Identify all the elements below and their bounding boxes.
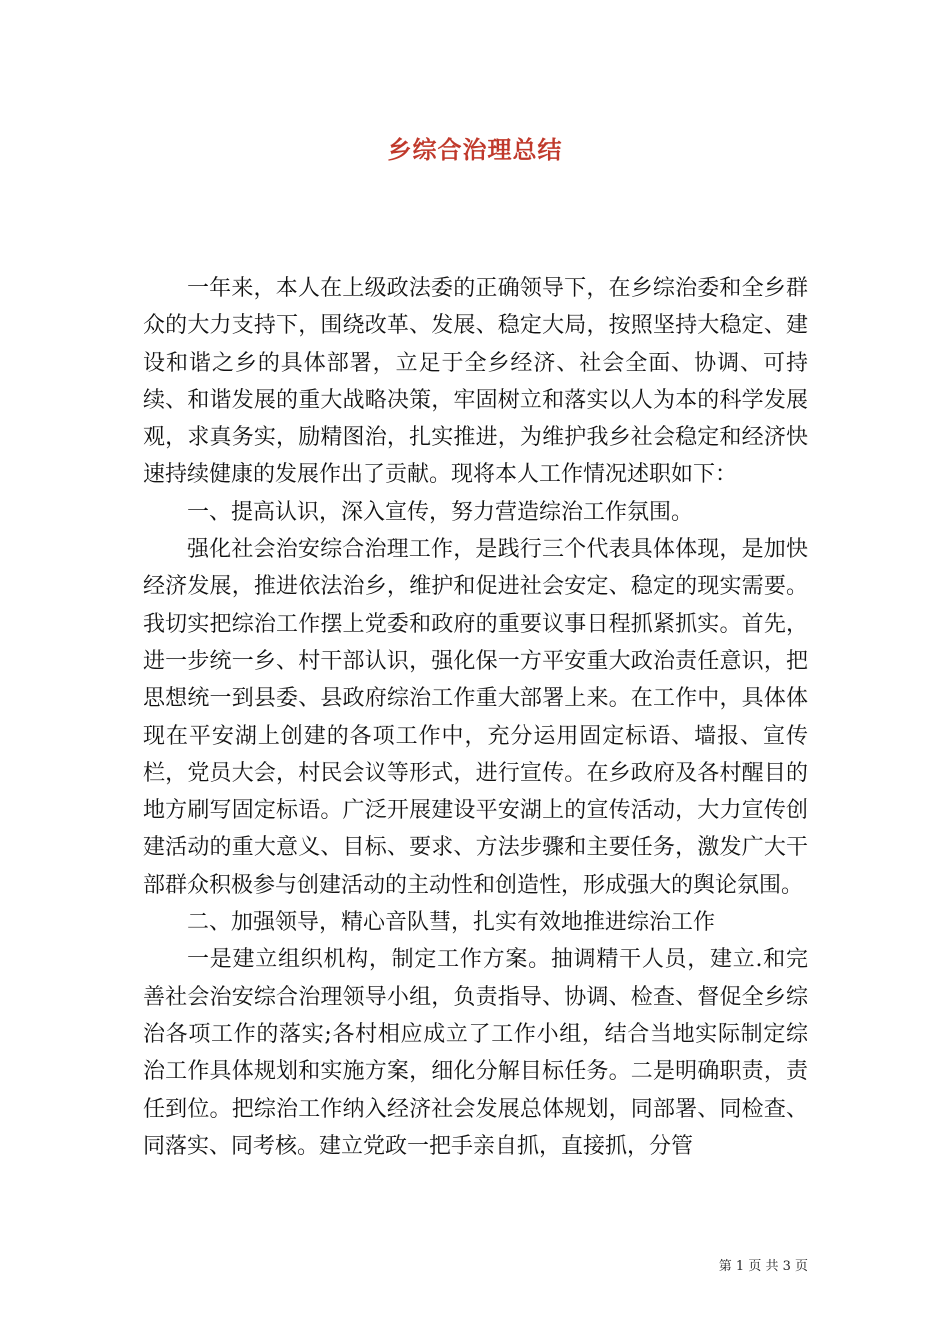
section-heading-2: 二、加强领导，精心音队彗，扎实有效地推进综治工作: [187, 910, 716, 936]
section-2-paragraph: 一是建立组织机构，制定工作方案。抽调精干人员，建立.和完善社会治安综合治理领导小组，负责指导、协调、检查、督促全乡综治各项工作的落实;各村相应成立了工作小组，结合当地实际制定综治工作具体规划和实施方案，细化分解目标任务。二是明确职责，责任到位。把综治工作纳入经济社会发展总体规划，同部署、同检查、同落实、同考核。建立党政一把手亲自抓，直接抓，分管: [143, 947, 808, 1159]
document-body: [143, 270, 808, 1165]
page-title: 乡综合治理总结: [387, 135, 563, 164]
section-1-paragraph: 强化社会治安综合治理工作，是践行三个代表具体体现，是加快经济发展，推进依法治乡，维护和促进社会安定、稳定的现实需要。我切实把综治工作摆上党委和政府的重要议事日程抓紧抓实。首先，进一步统一乡、村干部认识，强化保一方平安重大政治责任意识，把思想统一到县委、县政府综治工作重大部署上来。在工作中，具体体现在平安湖上创建的各项工作中，充分运用固定标语、墙报、宣传栏，党员大会，村民会议等形式，进行宣传。在乡政府及各村醒目的地方刷写固定标语。广泛开展建设平安湖上的宣传活动，大力宣传创建活动的重大意义、目标、要求、方法步骤和主要任务，激发广大干部群众积极参与创建活动的主动性和创造性，形成强大的舆论氛围。: [143, 537, 808, 898]
page-number-footer: 第 1 页 共 3 页: [718, 1259, 808, 1274]
section-heading-1: 一、提高认识，深入宣传，努力营造综治工作氛围。: [187, 499, 694, 525]
intro-paragraph: 一年来，本人在上级政法委的正确领导下，在乡综治委和全乡群众的大力支持下，围绕改革、发展、稳定大局，按照坚持大稳定、建设和谐之乡的具体部署，立足于全乡经济、社会全面、协调、可持续、和谐发展的重大战略决策，牢固树立和落实以人为本的科学发展观，求真务实，励精图治，扎实推进，为维护我乡社会稳定和经济快速持续健康的发展作出了贡献。现将本人工作情况述职如下：: [143, 276, 808, 488]
